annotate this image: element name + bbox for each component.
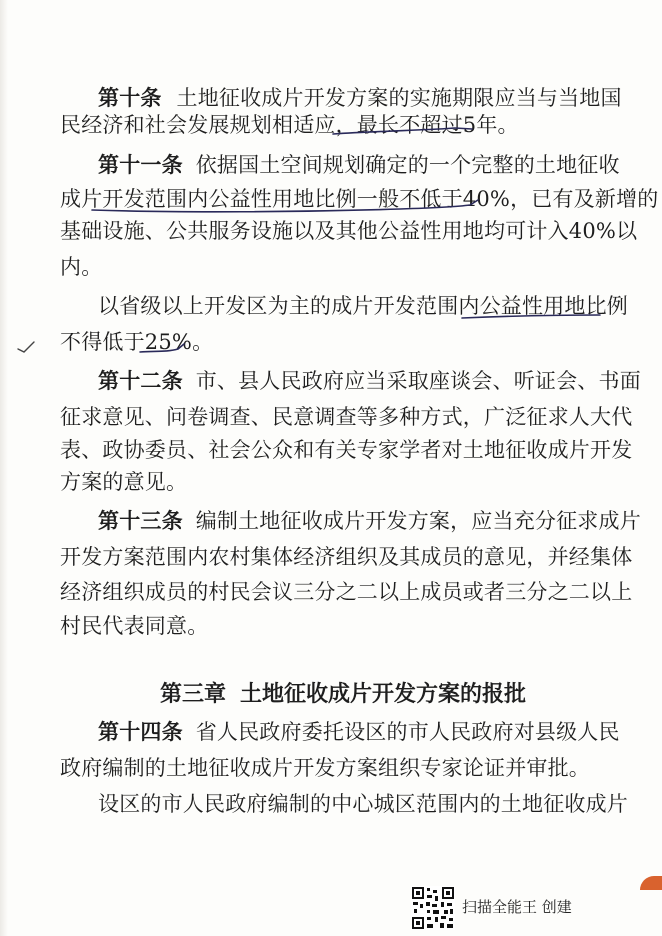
text-line: 开发方案范围内农村集体经济组织及其成员的意见，并经集体: [60, 545, 633, 569]
line-text: 编制土地征收成片开发方案，应当充分征求成片: [195, 509, 641, 533]
scanner-watermark-label: 扫描全能王 创建: [462, 898, 572, 916]
article-label: 第十条: [98, 86, 162, 110]
text-line: [98, 86, 622, 110]
text-line: 内。: [60, 255, 103, 279]
page-corner-mark: [640, 876, 662, 890]
article-label: 第十四条: [98, 720, 183, 744]
text-line: 设区的市人民政府编制的中心城区范围内的土地征收成片: [98, 792, 628, 816]
line-text: 依据国土空间规划确定的一个完整的土地征收: [195, 153, 620, 177]
text-line: 政府编制的土地征收成片开发方案组织专家论证并审批。: [60, 756, 590, 780]
chapter-title: 土地征收成片开发方案的报批: [240, 682, 527, 707]
text-line: 基础设施、公共服务设施以及其他公益性用地均可计入40%以: [60, 219, 638, 243]
text-line: [98, 369, 641, 393]
text-line: 表、政协委员、社会公众和有关专家学者对土地征收成片开发: [60, 438, 633, 462]
article-label: 第十三条: [98, 509, 183, 533]
text-line: 征求意见、问卷调查、民意调查等多种方式，广泛征求人大代: [60, 405, 633, 429]
scan-edge-shadow: [0, 0, 8, 936]
text-line: 以省级以上开发区为主的成片开发范围内公益性用地比例: [98, 294, 628, 318]
line-text: 土地征收成片开发方案的实施期限应当与当地国: [176, 86, 622, 110]
text-line: 经济组织成员的村民会议三分之二以上成员或者三分之二以上: [60, 580, 633, 604]
text-line: [98, 153, 620, 177]
text-line: 民经济和社会发展规划相适应，最长不超过5年。: [60, 113, 519, 137]
check-mark-icon: [18, 342, 34, 352]
line-text: 市、县人民政府应当采取座谈会、听证会、书面: [195, 369, 641, 393]
text-line: 方案的意见。: [60, 470, 188, 494]
line-text: 省人民政府委托设区的市人民政府对县级人民: [195, 720, 620, 744]
chapter-number: 第三章: [160, 682, 227, 707]
chapter-heading: [160, 682, 526, 708]
text-line: 成片开发范围内公益性用地比例一般不低于40%，已有及新增的: [60, 187, 659, 211]
article-label: 第十一条: [98, 153, 183, 177]
text-line: 村民代表同意。: [60, 614, 209, 638]
text-line: [98, 720, 620, 744]
qr-code-icon: [411, 886, 455, 930]
text-line: 不得低于25%。: [60, 330, 214, 354]
text-line: [98, 509, 641, 533]
article-label: 第十二条: [98, 369, 183, 393]
